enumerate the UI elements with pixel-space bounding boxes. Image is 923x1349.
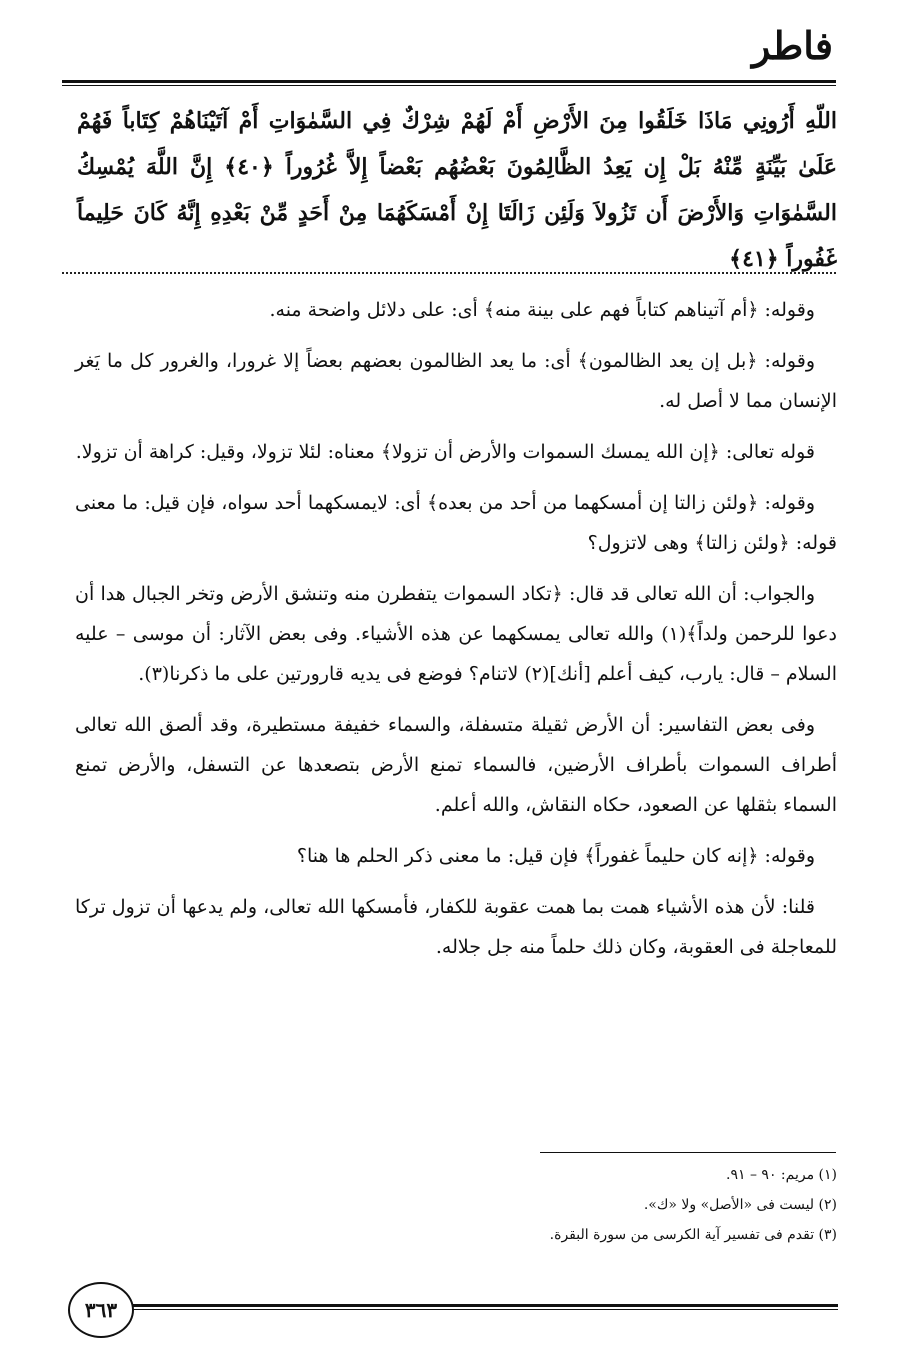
commentary-paragraph: وقوله: ﴿إنه كان حليماً غفوراً﴾ فإن قيل: ما معنى ذكر الحلم ها هنا؟ <box>296 845 815 867</box>
commentary-paragraph: قوله تعالى: ﴿إن الله يمسك السموات والأرض أن تزولا﴾ معناه: لئلا تزولا، وقيل: كراهة أن تزولا. <box>75 441 815 463</box>
commentary-paragraph: وقوله: ﴿أم آتيناهم كتاباً فهم على بينة منه﴾ أى: على دلائل واضحة منه. <box>269 299 815 321</box>
commentary-paragraph: وفى بعض التفاسير: أن الأرض ثقيلة متسفلة، والسماء خفيفة مستطيرة، وقد ألصق الله تعالى أطراف السموات بأطراف الأرضين، فالسماء تمنع الأرض بتصعدها عن التسفل، والأرض تمنع السماء بثقلها عن الصعود، حكاه النقاش، والله أعلم. <box>75 714 837 816</box>
commentary-paragraph: والجواب: أن الله تعالى قد قال: ﴿تكاد السموات يتفطرن منه وتنشق الأرض وتخر الجبال هدا أن دعوا للرحمن ولداً﴾(١) والله تعالى يمسكهما عن هذه الأشياء. وفى بعض الآثار: أن موسى – عليه السلام – قال: يارب، كيف أعلم [أنك](٢) لاتنام؟ فوضع فى يديه قارورتين على ما ذكرنا(٣). <box>75 583 837 685</box>
footnote-item: (٢) ليست فى «الأصل» ولا «ك». <box>643 1197 837 1213</box>
header-double-rule <box>62 80 836 86</box>
footnote-rule <box>540 1152 836 1153</box>
commentary-paragraph: قلنا: لأن هذه الأشياء همت بما همت عقوبة للكفار، فأمسكها الله تعالى، ولم يدعها أن تزول تركا للمعاجلة فى العقوبة، وكان ذلك حلماً منه جل جلاله. <box>75 896 837 958</box>
page-footer <box>68 1282 838 1338</box>
commentary-paragraph: وقوله: ﴿ولئن زالتا إن أمسكهما من أحد من بعده﴾ أى: لايمسكهما أحد سواه، فإن قيل: ما معنى قوله: ﴿ولئن زالتا﴾ وهى لاتزول؟ <box>75 492 837 554</box>
footnote-item: (١) مريم: ٩٠ – ٩١. <box>726 1167 837 1183</box>
page-number: ٣٦٣ <box>68 1282 134 1338</box>
quran-verses: اللّهِ أَرُونِي مَاذَا خَلَقُوا مِنَ الأَرْضِ أَمْ لَهُمْ شِرْكٌ فِي السَّمٰوَاتِ أَمْ آتَيْنَاهُمْ كِتَاباً فَهُمْ عَلَىٰ بَيِّنَةٍ مِّنْهُ بَلْ إِن يَعِدُ الظَّالِمُونَ بَعْضُهُم بَعْضاً إِلاَّ غُرُوراً ﴿٤٠﴾ إِنَّ اللَّهَ يُمْسِكُ السَّمٰوَاتِ وَالأَرْضَ أَن تَزُولاَ وَلَئِن زَالَتَا إِنْ أَمْسَكَهُمَا مِنْ أَحَدٍ مِّنْ بَعْدِهِ إِنَّهُ كَانَ حَلِيماً غَفُوراً ﴿٤١﴾ <box>77 108 837 272</box>
surah-title: فاطر <box>752 23 833 68</box>
commentary-paragraph: وقوله: ﴿بل إن يعد الظالمون﴾ أى: ما يعد الظالمون بعضهم بعضاً إلا غرورا، والغرور كل ما يَغر الإنسان مما لا أصل له. <box>75 350 837 412</box>
footnote-item: (٣) تقدم فى تفسير آية الكرسى من سورة البقرة. <box>549 1227 837 1243</box>
verses-separator-dotted-rule <box>62 272 836 274</box>
footnotes <box>237 1160 837 1250</box>
commentary <box>75 290 837 978</box>
footer-double-rule <box>126 1304 838 1310</box>
